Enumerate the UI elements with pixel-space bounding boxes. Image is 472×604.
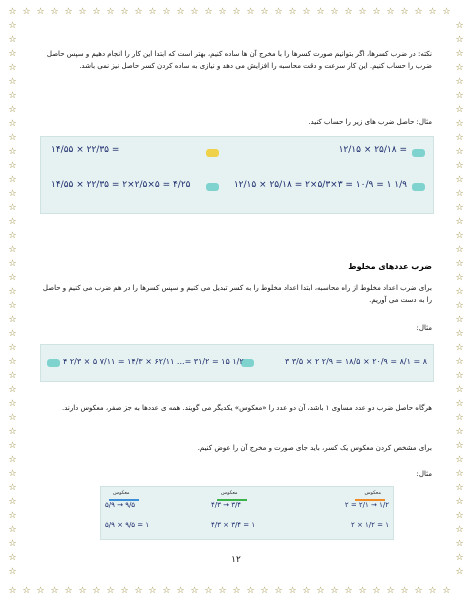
reciprocal-paragraph: هرگاه حاصل ضرب دو عدد مساوی ۱ باشد، آن دو عدد را «معکوس» یکدیگر می گویند. همه ی عددها به جز صفر، معکوس دارند. xyxy=(61,404,432,412)
star-icon: ☆ xyxy=(8,441,17,451)
star-icon: ☆ xyxy=(316,586,325,596)
example3-label: مثال: xyxy=(416,470,432,478)
star-icon: ☆ xyxy=(22,7,31,17)
star-icon: ☆ xyxy=(8,371,17,381)
example2-figure xyxy=(40,344,434,382)
star-icon: ☆ xyxy=(455,413,464,423)
star-icon: ☆ xyxy=(302,7,311,17)
example1-label: مثال: حاصل ضرب های زیر را حساب کنید. xyxy=(308,118,432,126)
teal-tag-icon xyxy=(47,359,60,367)
star-icon: ☆ xyxy=(455,315,464,325)
star-icon: ☆ xyxy=(8,35,17,45)
star-icon: ☆ xyxy=(8,245,17,255)
star-icon: ☆ xyxy=(8,567,17,577)
star-icon: ☆ xyxy=(455,371,464,381)
star-icon: ☆ xyxy=(455,497,464,507)
star-icon: ☆ xyxy=(455,35,464,45)
star-icon: ☆ xyxy=(50,7,59,17)
recip-mid-check: ۴/۳ × ۳/۴ = ۱ xyxy=(211,521,256,529)
star-icon: ☆ xyxy=(162,586,171,596)
star-icon: ☆ xyxy=(455,259,464,269)
star-icon: ☆ xyxy=(428,586,437,596)
star-icon: ☆ xyxy=(400,7,409,17)
star-icon: ☆ xyxy=(400,586,409,596)
star-icon: ☆ xyxy=(8,273,17,283)
star-icon: ☆ xyxy=(344,7,353,17)
example1-figure xyxy=(40,136,434,214)
star-icon: ☆ xyxy=(8,217,17,227)
star-icon: ☆ xyxy=(218,586,227,596)
mixed-paragraph: برای ضرب اعداد مخلوط از راه محاسبه، ابتدا اعداد مخلوط را به کسر تبدیل می کنیم و سپس کسرها را در هم ضرب می کنیم و حاصل را به دست می آوریم. xyxy=(42,284,432,304)
star-icon: ☆ xyxy=(8,525,17,535)
star-icon: ☆ xyxy=(455,21,464,31)
star-icon: ☆ xyxy=(148,586,157,596)
star-icon: ☆ xyxy=(442,586,451,596)
expr-row1-left: ۱۴/۵۵ × ۲۲/۳۵ = xyxy=(51,145,120,155)
star-icon: ☆ xyxy=(8,469,17,479)
star-icon: ☆ xyxy=(274,586,283,596)
reciprocal-rule: برای مشخص کردن معکوس یک کسر، باید جای صورت و مخرج آن را عوض کنیم. xyxy=(197,444,432,452)
star-icon: ☆ xyxy=(8,511,17,521)
star-icon: ☆ xyxy=(8,231,17,241)
star-icon: ☆ xyxy=(92,586,101,596)
star-icon: ☆ xyxy=(372,7,381,17)
star-icon: ☆ xyxy=(8,399,17,409)
star-icon: ☆ xyxy=(455,469,464,479)
star-icon: ☆ xyxy=(106,586,115,596)
star-icon: ☆ xyxy=(22,586,31,596)
star-icon: ☆ xyxy=(386,586,395,596)
recip-right-check: ۵/۹ × ۹/۵ = ۱ xyxy=(105,521,150,529)
star-icon: ☆ xyxy=(204,586,213,596)
star-icon: ☆ xyxy=(8,147,17,157)
star-icon: ☆ xyxy=(288,7,297,17)
page-number: ۱۲ xyxy=(231,555,241,565)
recip-mid: ۴/۳ → ۳/۴ xyxy=(211,501,242,509)
star-icon: ☆ xyxy=(8,586,17,596)
star-icon: ☆ xyxy=(455,203,464,213)
star-icon: ☆ xyxy=(176,7,185,17)
star-icon: ☆ xyxy=(176,586,185,596)
star-icon: ☆ xyxy=(455,343,464,353)
star-icon: ☆ xyxy=(455,553,464,563)
star-icon: ☆ xyxy=(260,586,269,596)
star-icon: ☆ xyxy=(8,63,17,73)
star-icon: ☆ xyxy=(148,7,157,17)
star-icon: ☆ xyxy=(455,119,464,129)
star-icon: ☆ xyxy=(232,7,241,17)
star-icon: ☆ xyxy=(8,49,17,59)
star-icon: ☆ xyxy=(36,7,45,17)
note-paragraph: نکته: در ضرب کسرها، اگر بتوانیم صورت کسرها را با مخرج آن ها ساده کنیم، بهتر است که ابتدا این کار را انجام دهیم و سپس حاصل ضرب را حساب کنیم. این کار سرعت و دقت محاسبه را افزایش می دهد و نیازی به ساده کردن کسر حاصل نیز نمی باشد. xyxy=(46,50,432,70)
star-icon: ☆ xyxy=(8,189,17,199)
star-icon: ☆ xyxy=(455,245,464,255)
teal-tag-icon xyxy=(412,149,425,157)
star-icon: ☆ xyxy=(8,413,17,423)
star-icon: ☆ xyxy=(232,586,241,596)
star-icon: ☆ xyxy=(78,586,87,596)
star-icon: ☆ xyxy=(442,7,451,17)
expr-row2-right: ۱۲/۱۵ × ۲۵/۱۸ = ۲×۵/۳×۳ = ۱۰/۹ = ۱ ۱/۹ xyxy=(233,180,407,190)
star-icon: ☆ xyxy=(455,217,464,227)
star-icon: ☆ xyxy=(455,105,464,115)
reciprocal-label: معکوس xyxy=(364,490,381,496)
star-icon: ☆ xyxy=(288,586,297,596)
star-icon: ☆ xyxy=(8,203,17,213)
star-icon: ☆ xyxy=(36,586,45,596)
star-icon: ☆ xyxy=(330,7,339,17)
star-icon: ☆ xyxy=(8,119,17,129)
reciprocal-label: معکوس xyxy=(113,490,130,496)
star-icon: ☆ xyxy=(8,105,17,115)
star-icon: ☆ xyxy=(8,427,17,437)
star-icon: ☆ xyxy=(92,7,101,17)
star-icon: ☆ xyxy=(455,441,464,451)
star-icon: ☆ xyxy=(8,455,17,465)
star-icon: ☆ xyxy=(274,7,283,17)
star-icon: ☆ xyxy=(316,7,325,17)
star-icon: ☆ xyxy=(455,49,464,59)
star-icon: ☆ xyxy=(302,586,311,596)
recip-left: ۲ = ۲/۱ → ۱/۲ xyxy=(344,501,389,509)
expr-row1-right: ۱۲/۱۵ × ۲۵/۱۸ = xyxy=(338,145,407,155)
recip-right: ۵/۹ → ۹/۵ xyxy=(105,501,136,509)
star-icon: ☆ xyxy=(260,7,269,17)
star-icon: ☆ xyxy=(8,357,17,367)
star-icon: ☆ xyxy=(455,91,464,101)
star-icon: ☆ xyxy=(218,7,227,17)
star-icon: ☆ xyxy=(455,147,464,157)
recip-left-check: ۲ × ۱/۲ = ۱ xyxy=(350,521,389,529)
star-icon: ☆ xyxy=(455,77,464,87)
yellow-tag-icon xyxy=(206,149,219,157)
star-icon: ☆ xyxy=(455,399,464,409)
star-icon: ☆ xyxy=(64,586,73,596)
star-icon: ☆ xyxy=(190,7,199,17)
star-icon: ☆ xyxy=(8,483,17,493)
star-icon: ☆ xyxy=(455,161,464,171)
star-icon: ☆ xyxy=(455,455,464,465)
expr-mixed-right: ۳ ۳/۵ × ۲ ۲/۹ = ۱۸/۵ × ۲۰/۹ = ۸/۱ = ۸ xyxy=(285,357,427,366)
star-icon: ☆ xyxy=(8,497,17,507)
teal-tag-icon xyxy=(206,183,219,191)
teal-tag-icon xyxy=(412,183,425,191)
star-icon: ☆ xyxy=(455,273,464,283)
star-icon: ☆ xyxy=(120,7,129,17)
star-icon: ☆ xyxy=(8,287,17,297)
star-icon: ☆ xyxy=(8,553,17,563)
star-icon: ☆ xyxy=(50,586,59,596)
star-icon: ☆ xyxy=(8,315,17,325)
star-icon: ☆ xyxy=(455,133,464,143)
star-icon: ☆ xyxy=(330,586,339,596)
star-icon: ☆ xyxy=(8,161,17,171)
reciprocal-label: معکوس xyxy=(221,490,238,496)
star-icon: ☆ xyxy=(162,7,171,17)
star-icon: ☆ xyxy=(78,7,87,17)
star-icon: ☆ xyxy=(455,427,464,437)
star-icon: ☆ xyxy=(455,329,464,339)
star-icon: ☆ xyxy=(134,586,143,596)
star-icon: ☆ xyxy=(8,385,17,395)
star-icon: ☆ xyxy=(358,586,367,596)
star-icon: ☆ xyxy=(455,567,464,577)
star-icon: ☆ xyxy=(8,539,17,549)
star-icon: ☆ xyxy=(190,586,199,596)
star-icon: ☆ xyxy=(204,7,213,17)
star-icon: ☆ xyxy=(455,539,464,549)
expr-mixed-left: ۴ ۲/۳ × ۵ ۷/۱۱ = ۱۴/۳ × ۶۲/۱۱ ...= ۳۱/۲ = ۱۵ ۱/۲ xyxy=(63,357,244,366)
example2-label: مثال: xyxy=(416,324,432,332)
star-icon: ☆ xyxy=(246,586,255,596)
star-icon: ☆ xyxy=(386,7,395,17)
star-icon: ☆ xyxy=(120,586,129,596)
star-icon: ☆ xyxy=(8,133,17,143)
star-icon: ☆ xyxy=(455,63,464,73)
star-icon: ☆ xyxy=(414,586,423,596)
star-icon: ☆ xyxy=(455,385,464,395)
star-icon: ☆ xyxy=(8,343,17,353)
star-icon: ☆ xyxy=(358,7,367,17)
star-icon: ☆ xyxy=(106,7,115,17)
star-icon: ☆ xyxy=(8,329,17,339)
expr-row2-left: ۱۴/۵۵ × ۲۲/۳۵ = ۲×۲/۵×۵ = ۴/۲۵ xyxy=(51,180,191,190)
star-icon: ☆ xyxy=(414,7,423,17)
star-icon: ☆ xyxy=(8,175,17,185)
star-icon: ☆ xyxy=(455,483,464,493)
star-icon: ☆ xyxy=(8,91,17,101)
star-icon: ☆ xyxy=(455,357,464,367)
star-icon: ☆ xyxy=(455,175,464,185)
section-title: ضرب عددهای مخلوط xyxy=(348,262,432,271)
star-icon: ☆ xyxy=(246,7,255,17)
star-icon: ☆ xyxy=(8,301,17,311)
star-icon: ☆ xyxy=(455,301,464,311)
star-icon: ☆ xyxy=(134,7,143,17)
star-icon: ☆ xyxy=(64,7,73,17)
star-icon: ☆ xyxy=(455,511,464,521)
star-icon: ☆ xyxy=(344,586,353,596)
star-icon: ☆ xyxy=(455,231,464,241)
star-icon: ☆ xyxy=(8,7,17,17)
star-icon: ☆ xyxy=(8,77,17,87)
star-icon: ☆ xyxy=(455,525,464,535)
star-icon: ☆ xyxy=(428,7,437,17)
star-icon: ☆ xyxy=(455,189,464,199)
star-icon: ☆ xyxy=(8,21,17,31)
example3-figure xyxy=(100,486,394,540)
star-icon: ☆ xyxy=(455,287,464,297)
star-icon: ☆ xyxy=(8,259,17,269)
star-icon: ☆ xyxy=(372,586,381,596)
